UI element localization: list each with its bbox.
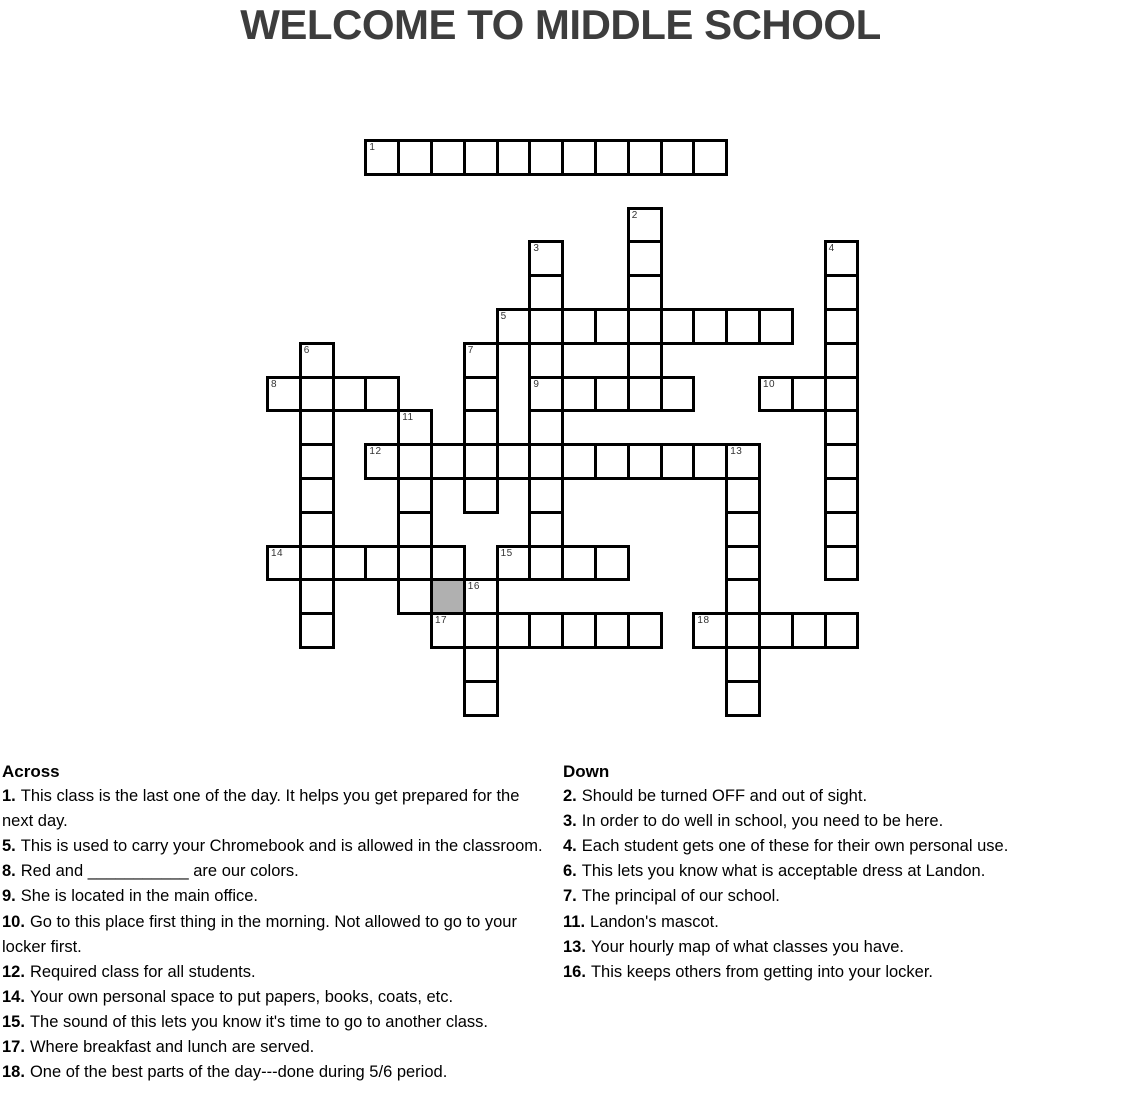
grid-cell[interactable]: [725, 443, 761, 480]
clue-text: This class is the last one of the day. It helps you get prepared for the next day.: [2, 787, 520, 831]
grid-cell[interactable]: [397, 545, 433, 582]
grid-cell[interactable]: [594, 308, 630, 345]
clue-text: This lets you know what is acceptable dress at Landon.: [581, 862, 986, 881]
cell-number: 12: [369, 446, 382, 458]
clue-item: [2, 985, 554, 1010]
clue-text: Required class for all students.: [29, 962, 256, 981]
grid-cell[interactable]: [791, 376, 827, 413]
grid-cell[interactable]: [561, 443, 597, 480]
grid-cell[interactable]: [758, 308, 794, 345]
cell-number: 6: [303, 344, 310, 356]
grid-cell[interactable]: [824, 477, 860, 514]
clue-text: Your own personal space to put papers, books, coats, etc.: [29, 987, 454, 1006]
grid-cell[interactable]: [299, 443, 335, 480]
grid-cell[interactable]: [299, 409, 335, 446]
grid-cell[interactable]: [725, 646, 761, 683]
clue-number: 12.: [2, 962, 25, 981]
grid-cell[interactable]: [364, 545, 400, 582]
grid-cell[interactable]: [627, 376, 663, 413]
clue-text: In order to do well in school, you need to be here.: [581, 812, 944, 831]
grid-cell[interactable]: [266, 376, 302, 413]
grid-cell[interactable]: [528, 477, 564, 514]
grid-cell[interactable]: [397, 477, 433, 514]
grid-cell[interactable]: [824, 274, 860, 311]
clue-number: 8.: [2, 862, 16, 881]
grid-cell[interactable]: [561, 308, 597, 345]
clue-number: 16.: [563, 962, 586, 981]
grid-cell[interactable]: [528, 409, 564, 446]
grid-cell[interactable]: [528, 612, 564, 649]
blocked-cell: [430, 578, 466, 615]
clue-item: [563, 935, 1119, 960]
clue-text: This keeps others from getting into your locker.: [590, 962, 934, 981]
grid-cell[interactable]: [528, 274, 564, 311]
grid-cell[interactable]: [463, 612, 499, 649]
down-heading: Down: [563, 762, 610, 781]
grid-cell[interactable]: [463, 680, 499, 717]
clue-text: Landon's mascot.: [590, 912, 719, 931]
grid-cell[interactable]: [627, 612, 663, 649]
across-heading: Across: [2, 762, 60, 781]
grid-cell[interactable]: [463, 139, 499, 176]
grid-cell[interactable]: [397, 139, 433, 176]
clue-text: Each student gets one of these for their own personal use.: [581, 837, 1009, 856]
grid-cell[interactable]: [824, 443, 860, 480]
grid-cell[interactable]: [266, 545, 302, 582]
clue-text: She is located in the main office.: [20, 887, 259, 906]
clue-item: [563, 884, 1119, 909]
grid-cell[interactable]: [758, 612, 794, 649]
clue-item: [563, 809, 1119, 834]
grid-cell[interactable]: [430, 443, 466, 480]
clue-number: 13.: [563, 937, 586, 956]
page-title: WELCOME TO MIDDLE SCHOOL: [240, 1, 881, 48]
cell-number: 16: [467, 581, 480, 593]
clue-text: Where breakfast and lunch are served.: [29, 1038, 315, 1057]
grid-cell[interactable]: [692, 139, 728, 176]
clue-item: [2, 960, 554, 985]
grid-cell[interactable]: [463, 342, 499, 379]
clue-number: 6.: [563, 862, 577, 881]
cell-number: 3: [533, 243, 540, 255]
clue-item: [2, 1060, 554, 1085]
cell-number: 9: [533, 378, 540, 390]
grid-cell[interactable]: [364, 376, 400, 413]
grid-cell[interactable]: [627, 342, 663, 379]
clue-number: 1.: [2, 787, 16, 806]
grid-cell[interactable]: [561, 545, 597, 582]
grid-cell[interactable]: [397, 511, 433, 548]
grid-cell[interactable]: [627, 139, 663, 176]
grid-cell[interactable]: [725, 511, 761, 548]
grid-cell[interactable]: [824, 511, 860, 548]
grid-cell[interactable]: [528, 308, 564, 345]
clue-number: 9.: [2, 887, 16, 906]
grid-cell[interactable]: [528, 511, 564, 548]
grid-cell[interactable]: [725, 545, 761, 582]
grid-cell[interactable]: [725, 477, 761, 514]
grid-cell[interactable]: [660, 376, 696, 413]
clue-number: 2.: [563, 787, 577, 806]
grid-cell[interactable]: [528, 139, 564, 176]
clue-number: 5.: [2, 837, 16, 856]
grid-cell[interactable]: [364, 139, 400, 176]
cell-number: 14: [271, 547, 284, 559]
clue-item: [563, 910, 1119, 935]
down-clues-section: [563, 759, 1119, 985]
grid-cell[interactable]: [364, 443, 400, 480]
grid-cell[interactable]: [430, 612, 466, 649]
grid-cell[interactable]: [725, 308, 761, 345]
grid-cell[interactable]: [594, 376, 630, 413]
cell-number: 13: [730, 446, 743, 458]
clue-item: [563, 834, 1119, 859]
grid-cell[interactable]: [824, 612, 860, 649]
cell-number: 4: [828, 243, 835, 255]
grid-cell[interactable]: [299, 578, 335, 615]
cell-number: 1: [369, 142, 376, 153]
grid-cell[interactable]: [299, 477, 335, 514]
clue-number: 15.: [2, 1012, 25, 1031]
clue-text: The sound of this lets you know it's time to go to another class.: [29, 1012, 488, 1031]
cell-number: 5: [500, 311, 507, 322]
clue-text: The principal of our school.: [581, 887, 780, 906]
clue-text: Go to this place first thing in the morning. Not allowed to go to your locker first.: [2, 912, 517, 956]
grid-cell[interactable]: [824, 545, 860, 582]
clue-number: 18.: [2, 1063, 25, 1082]
clue-text: One of the best parts of the day---done during 5/6 period.: [29, 1063, 448, 1082]
clue-text: This is used to carry your Chromebook and is allowed in the classroom.: [20, 837, 543, 856]
clue-item: [563, 859, 1119, 884]
grid-cell[interactable]: [627, 443, 663, 480]
grid-cell[interactable]: [561, 139, 597, 176]
grid-cell[interactable]: [824, 308, 860, 345]
grid-cell[interactable]: [397, 409, 433, 446]
grid-cell[interactable]: [725, 578, 761, 615]
grid-cell[interactable]: [627, 274, 663, 311]
grid-cell[interactable]: [660, 139, 696, 176]
grid-cell[interactable]: [496, 308, 532, 345]
grid-cell[interactable]: [397, 578, 433, 615]
grid-cell[interactable]: [463, 443, 499, 480]
clue-number: 17.: [2, 1038, 25, 1057]
grid-cell[interactable]: [528, 376, 564, 413]
grid-cell[interactable]: [397, 443, 433, 480]
grid-cell[interactable]: [299, 342, 335, 379]
grid-cell[interactable]: [463, 578, 499, 615]
clue-number: 10.: [2, 912, 25, 931]
grid-cell[interactable]: [496, 545, 532, 582]
grid-cell[interactable]: [594, 612, 630, 649]
cell-number: 10: [763, 378, 776, 390]
clue-number: 4.: [563, 837, 577, 856]
grid-cell[interactable]: [528, 342, 564, 379]
clue-item: [563, 960, 1119, 985]
grid-cell[interactable]: [824, 409, 860, 446]
grid-cell[interactable]: [299, 511, 335, 548]
cell-number: 15: [500, 547, 513, 559]
cell-number: 8: [271, 378, 278, 390]
clue-text: Red and ___________ are our colors.: [20, 862, 299, 881]
grid-cell[interactable]: [463, 376, 499, 413]
grid-cell[interactable]: [332, 545, 368, 582]
clue-text: Should be turned OFF and out of sight.: [581, 787, 868, 806]
grid-cell[interactable]: [594, 545, 630, 582]
grid-cell[interactable]: [561, 612, 597, 649]
clue-item: [2, 834, 554, 859]
clue-item: [2, 910, 554, 960]
cell-number: 18: [697, 615, 710, 627]
grid-cell[interactable]: [791, 612, 827, 649]
clue-item: [2, 859, 554, 884]
clue-number: 14.: [2, 987, 25, 1006]
clue-item: [563, 784, 1119, 809]
down-clue-list: [563, 784, 1119, 985]
grid-cell[interactable]: [725, 612, 761, 649]
grid-cell[interactable]: [824, 342, 860, 379]
grid-cell[interactable]: [496, 443, 532, 480]
grid-cell[interactable]: [692, 308, 728, 345]
clue-item: [2, 1010, 554, 1035]
grid-cell[interactable]: [758, 376, 794, 413]
grid-cell[interactable]: [299, 612, 335, 649]
grid-cell[interactable]: [594, 443, 630, 480]
grid-cell[interactable]: [332, 376, 368, 413]
grid-cell[interactable]: [299, 376, 335, 413]
cell-number: 17: [435, 615, 448, 627]
grid-cell[interactable]: [528, 240, 564, 277]
grid-cell[interactable]: [528, 545, 564, 582]
grid-cell[interactable]: [496, 139, 532, 176]
cell-number: 7: [467, 344, 474, 356]
grid-cell[interactable]: [463, 646, 499, 683]
grid-cell[interactable]: [692, 612, 728, 649]
grid-cell[interactable]: [725, 680, 761, 717]
grid-cell[interactable]: [496, 612, 532, 649]
grid-cell[interactable]: [660, 308, 696, 345]
grid-cell[interactable]: [627, 240, 663, 277]
cell-number: 2: [631, 209, 638, 221]
clue-item: [2, 784, 554, 834]
grid-cell[interactable]: [430, 545, 466, 582]
clue-item: [2, 1035, 554, 1060]
grid-cell[interactable]: [430, 139, 466, 176]
clue-number: 3.: [563, 812, 577, 831]
clue-text: Your hourly map of what classes you have.: [590, 937, 905, 956]
clue-number: 11.: [563, 912, 586, 931]
across-clue-list: [2, 784, 554, 1085]
clue-number: 7.: [563, 887, 577, 906]
grid-cell[interactable]: [463, 477, 499, 514]
across-clues-section: [2, 759, 554, 1085]
grid-cell[interactable]: [824, 240, 860, 277]
grid-cell[interactable]: [299, 545, 335, 582]
grid-cell[interactable]: [463, 409, 499, 446]
grid-cell[interactable]: [627, 308, 663, 345]
cell-number: 11: [402, 412, 414, 424]
grid-cell[interactable]: [594, 139, 630, 176]
grid-cell[interactable]: [627, 207, 663, 244]
clue-item: [2, 884, 554, 909]
grid-cell[interactable]: [528, 443, 564, 480]
grid-cell[interactable]: [692, 443, 728, 480]
grid-cell[interactable]: [824, 376, 860, 413]
grid-cell[interactable]: [561, 376, 597, 413]
grid-cell[interactable]: [660, 443, 696, 480]
